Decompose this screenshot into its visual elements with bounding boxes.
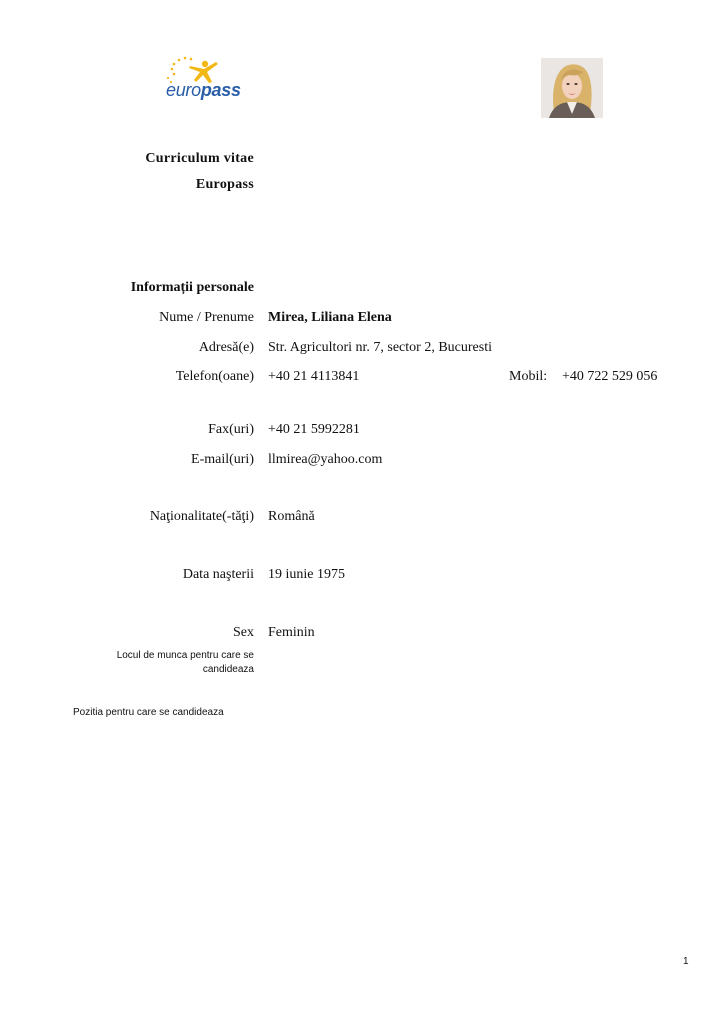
phone-value: +40 21 4113841: [268, 369, 360, 384]
workplace-label: Locul de munca pentru care se candideaza: [116, 650, 254, 675]
page-number: 1: [683, 956, 689, 967]
personal-info-heading: Informații personale: [130, 280, 254, 295]
sex-label: Sex: [233, 625, 254, 640]
email-label: E-mail(uri): [191, 452, 254, 467]
nationality-label: Naţionalitate(-tăţi): [149, 509, 254, 524]
email-value[interactable]: llmirea@yahoo.com: [268, 452, 383, 467]
mobile-label: Mobil:: [509, 369, 548, 384]
logo-word-euro: euro: [166, 80, 201, 100]
address-value: Str. Agricultori nr. 7, sector 2, Bucuresti: [268, 340, 492, 355]
cv-title: [145, 146, 254, 198]
mobile-value: +40 722 529 056: [562, 369, 658, 384]
cv-title-line1: Curriculum vitae: [145, 151, 254, 166]
position-label: Pozitia pentru care se candideaza: [73, 707, 224, 718]
logo-word-pass: pass: [200, 80, 241, 100]
fax-label: Fax(uri): [208, 422, 254, 437]
birth-date-value: 19 iunie 1975: [268, 567, 345, 582]
sex-value: Feminin: [268, 625, 315, 640]
portrait-photo: [541, 58, 603, 118]
birth-date-label: Data naşterii: [182, 567, 254, 582]
phone-label: Telefon(oane): [175, 369, 254, 384]
name-label: Nume / Prenume: [159, 310, 254, 325]
cv-title-line2: Europass: [195, 177, 254, 192]
fax-value: +40 21 5992281: [268, 422, 360, 437]
europass-logo: [160, 56, 252, 106]
nationality-value: Română: [268, 509, 315, 524]
name-value: Mirea, Liliana Elena: [268, 310, 392, 325]
address-label: Adresă(e): [198, 340, 254, 355]
